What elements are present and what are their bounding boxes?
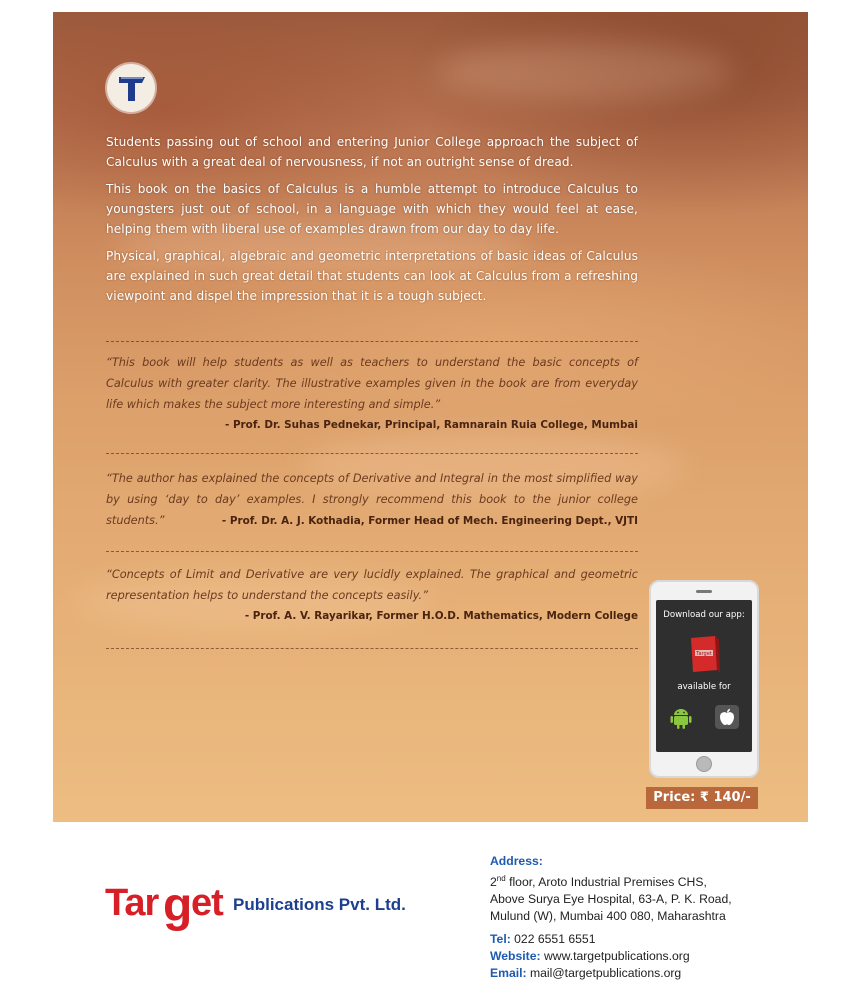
email-label: Email: — [490, 966, 527, 981]
email-line — [490, 965, 790, 982]
android-icon[interactable] — [668, 704, 694, 730]
testimonial-author: - Prof. Dr. Suhas Pednekar, Principal, Ramnarain Ruia College, Mumbai — [225, 419, 638, 431]
back-cover — [53, 12, 808, 822]
app-promo-phone — [649, 580, 759, 778]
testimonial-author: - Prof. A. V. Rayarikar, Former H.O.D. Mathematics, Modern College — [244, 610, 638, 622]
website-line — [490, 948, 790, 965]
floor-ordinal: nd — [496, 874, 506, 883]
testimonial-author: - Prof. Dr. A. J. Kothadia, Former Head of Mech. Engineering Dept., VJTI — [221, 515, 638, 527]
publisher-address — [490, 853, 790, 982]
available-for-text: available for — [677, 682, 731, 692]
address-line-rest: floor, Aroto Industrial Premises CHS, — [505, 875, 707, 890]
divider — [106, 453, 638, 454]
brand-text-tar: Tar — [105, 882, 159, 924]
floor-number: 2 — [490, 875, 497, 890]
intro-paragraph: Students passing out of school and entering Junior College approach the subject of Calculus with a great deal of nervousness, if not an outright sense of dread. — [106, 135, 638, 169]
target-logo-icon — [107, 64, 155, 112]
address-line: Above Surya Eye Hospital, 63-A, P. K. Road, — [490, 892, 732, 907]
address-line: Mulund (W), Mumbai 400 080, Maharashtra — [490, 909, 726, 924]
intro-text — [106, 132, 638, 313]
email-link[interactable]: mail@targetpublications.org — [526, 966, 682, 981]
website-label: Website: — [490, 949, 541, 964]
testimonial-quote: “This book will help students as well as teachers to understand the basic concepts of Calculus with greater clarity. The illustrative examples given in the book are from everyday life which makes the subject more interesting and simple.” — [106, 356, 638, 411]
book-app-icon — [687, 634, 721, 674]
brand-suffix: Publications Pvt. Ltd. — [233, 895, 406, 914]
price-tag: Price: ₹ 140/- — [646, 787, 758, 809]
brand-text-et: et — [191, 882, 223, 924]
divider — [106, 341, 638, 342]
intro-paragraph: Physical, graphical, algebraic and geometric interpretations of basic ideas of Calculus are explained in such great detail that students can look at Calculus from a refreshing viewpoint and dispel the impression that it is a tough subject. — [106, 249, 638, 303]
brand-g-glyph: g — [163, 879, 193, 932]
testimonial-quote: “Concepts of Limit and Derivative are very lucidly explained. The graphical and geometric representation helps to understand the concepts easily.” — [106, 568, 638, 602]
intro-paragraph: This book on the basics of Calculus is a humble attempt to introduce Calculus to youngsters just out of school, in a language with which they would feel at ease, helping them with liberal use of examples drawn from our day to day life. — [106, 182, 638, 236]
tel-value: 022 6551 6551 — [510, 932, 596, 947]
phone-speaker — [696, 590, 712, 593]
download-app-text: Download our app: — [663, 610, 745, 620]
divider — [106, 551, 638, 552]
tel-label: Tel: — [490, 932, 511, 947]
book-app-label: Target — [696, 651, 712, 657]
apple-icon[interactable] — [714, 704, 740, 730]
address-line — [490, 870, 790, 891]
website-link[interactable]: www.targetpublications.org — [540, 949, 690, 964]
divider — [106, 648, 638, 649]
address-label: Address: — [490, 854, 543, 868]
testimonial-quote: “The author has explained the concepts of Derivative and Integral in the most simplified way by using ‘day to day’ examples. I strongly recommend this book to the junior college students.” — [106, 472, 638, 527]
phone-screen — [656, 600, 752, 752]
phone-home-button — [696, 756, 712, 772]
tel-line — [490, 931, 790, 948]
